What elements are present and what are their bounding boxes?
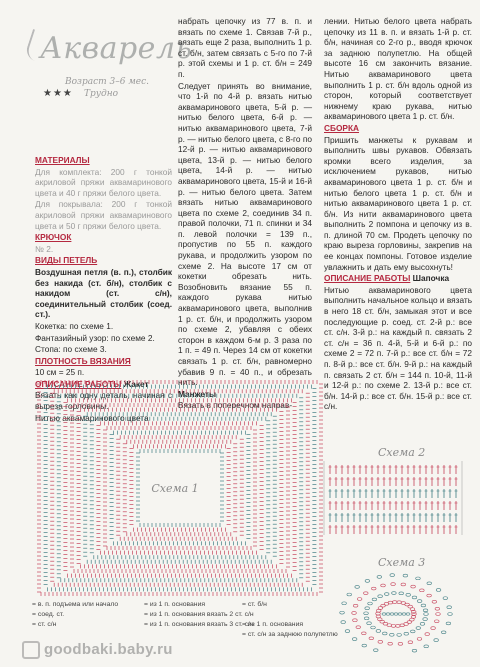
- hat-text: Нитью аквамаринового цвета выполнить начальное кольцо и вязать в него 18 ст. б/н, замыкая этот и все последующие р. соед. ст. 2-й р.: все ст. с/н. 3-й р.: на каждый п. связать 2 ст. с/н = 36 п. 4-й, 5-й и 6-й р.: по схеме 2 = 72 п. 7-й р.: все ст. б/н = 72 п. 8-й р.: все ст. б/н. 9-й р.: на каждый п. связать 2 ст. б/н = 144 п. 10-й, 11-й и 12-й р.: по схеме 2. 13-й р.: все ст. б/н. 14-й р.: все ст. б/н. 15-й р.: все ст. с/н.: [324, 284, 473, 412]
- materials-text-1: Для комплекта: 200 г тонкой акриловой пряжи аквамаринового цвета и 40 г пряжи белого цвета.: [35, 166, 172, 198]
- assembly-heading: СБОРКА: [324, 122, 359, 133]
- materials-text-2: Для покрывала: 200 г тонкой акриловой пряжи аквамаринового цвета и 50 г пряжи белого цвета.: [35, 199, 172, 231]
- column-2-text-1: набрать цепочку из 77 в. п. и вязать по схеме 1. Связав 7-й р., вязать еще 2 раза, выполнить 1 р. ст. б/н, затем связать с 5-го по 7-й р. этой схемы и 1 р. ст. б/н = 249 п.: [178, 16, 312, 79]
- description-text-1: Вязать как одну деталь, начиная с вырезa горловины.: [35, 390, 172, 412]
- column-3: [324, 16, 473, 412]
- density-heading: ПЛОТНОСТЬ ВЯЗАНИЯ: [35, 355, 131, 366]
- density-value: 10 см = 25 п.: [35, 367, 85, 378]
- legend-item-6: = из 1 п. основания вязать 3 ст. с/н: [144, 621, 254, 628]
- legend-item-8: = из 1 п. основания: [242, 621, 304, 628]
- legend-item-1: = в. п. подъема или начало: [32, 601, 119, 608]
- scheme-3-label: Схема 3: [378, 556, 426, 569]
- scheme-1-chart: [30, 378, 318, 608]
- legend-item-4: = из 1 п. основания вязать 2 ст. с/н: [144, 611, 254, 618]
- scheme-1-label: Схема 1: [151, 482, 199, 495]
- legend-item-5: = соед. ст.: [32, 611, 65, 618]
- stitches-text-1: Воздушная петля (в. п.), столбик без накида (ст. б/н), столбик с накидом (ст. с/н), соединительный столбик (соед. ст.).: [35, 266, 172, 320]
- watermark-text: goodbaki.baby.ru: [44, 641, 173, 658]
- legend-item-2: = из 1 п. основания: [144, 601, 206, 608]
- stitches-heading: ВИДЫ ПЕТЕЛЬ: [35, 255, 98, 266]
- age-label: Возраст 3–6 мес.: [65, 77, 150, 87]
- hook-heading: КРЮЧОК: [35, 232, 72, 243]
- hat-description-item: Шапочка: [412, 273, 450, 284]
- watermark: [22, 641, 173, 659]
- description-item: Жакет: [123, 378, 149, 389]
- scheme-2-chart: [322, 445, 470, 537]
- difficulty-stars: ★★★: [43, 88, 73, 99]
- scheme-2-pattern: [324, 461, 462, 535]
- scheme-3-chart: [322, 552, 470, 652]
- camera-icon: [22, 641, 40, 659]
- magazine-title-block: [30, 25, 193, 66]
- hook-value: № 2.: [35, 243, 54, 254]
- hat-heading-row: [324, 273, 472, 284]
- column-2-text-3: Вязать в поперечном направ-: [178, 400, 293, 411]
- difficulty-label: Трудно: [84, 89, 119, 99]
- stitches-text-3: Фантазийный узор: по схеме 2.: [35, 332, 155, 343]
- materials-heading: МАТЕРИАЛЫ: [35, 155, 90, 165]
- column-2: [178, 16, 312, 412]
- description-heading: ОПИСАНИЕ РАБОТЫ: [35, 378, 122, 389]
- hat-description-heading: ОПИСАНИЕ РАБОТЫ: [324, 273, 411, 284]
- assembly-text: Пришить манжеты к рукавам и выполнить швы рукавов. Обвязать кромки всего изделия, за исключением рукавов, нитью аквамаринового цвета 1 р. ст. б/н и нитью белого цвета 1 р. ст. б/н и нитью аквамаринового цвета 1 р. ст. б/н. Из нити аквамаринового цвета выполнить 2 помпона и цепочку из в. п. длиной 70 см. Продеть цепочку по краю выреза горловины, закрепив на ее концах помпоны. Готовое изделие увлажнить и дать ему высохнуть!: [324, 134, 472, 272]
- legend-item-7: = ст. с/н: [32, 621, 57, 628]
- cuffs-heading: Манжеты: [178, 388, 217, 399]
- legend-item-9: = ст. с/н за заднюю полупетлю: [242, 631, 338, 638]
- stitches-text-4: Стопа: по схеме 3.: [35, 344, 107, 355]
- page-title: Акварель: [40, 31, 193, 66]
- column-2-text-2: Следует принять во внимание, что 1-й по 4-й р. вязать нитью аквамаринового цвета, 5-й р. — нитью белого цвета, 6-й р. — нитью аквамаринового цвета, 7-й р. — нитью белого цвета, с 8-го по 12-й р. — нитью аквамаринового цвета, 13-й р. — нитью белого цвета, 14-й р. — нитью аквамаринового цвета, 15-й и 16-й р. — нитью белого цвета. Затем вязать нитью аквамаринового цвета по схеме 2, соединив 34 п. правой полочки, 71 п. спинки и 34 п. левой полочки = 139 п., пропустив по 55 п. каждого рукава, и продолжить узором по схеме 2. На высоте 17 см от кокетки обрезать нить. Возобновить вязание 55 п. каждого рукава нитью аквамаринового цвета, выполнив 1 р. ст. б/н, и продолжить узором по схеме 2, убавляя с обеих сторон в каждом 6-м р. 3 раза по 1 п. = 49 п. Через 14 см от кокетки связать 1 р. ст. б/н, равномерно убавив 9 п. = 40 п., и обрезать нить.: [178, 80, 312, 388]
- stitches-text-2: Кокетка: по схеме 1.: [35, 320, 114, 331]
- legend-item-3: = ст. б/н: [242, 601, 267, 608]
- column-3-text-1: лении. Нитью белого цвета набрать цепочку из 11 в. п. и вязать 1-й р. ст. б/н, начиная со 2-го р., вводя крючок за заднюю полупетлю. На общей высоте 16 см закончить вязание. Нитью аквамаринового цвета выполнить 1 р. ст. б/н вдоль одной из сторон, который соответствует нижнему краю рукава, нитью аквамаринового цвета 1 р. ст. б/н.: [324, 16, 472, 122]
- description-text-2: Нитью аквамаринового цвета: [35, 412, 149, 423]
- scheme-3-pattern: [340, 574, 453, 652]
- scheme-2-label: Схема 2: [378, 446, 426, 459]
